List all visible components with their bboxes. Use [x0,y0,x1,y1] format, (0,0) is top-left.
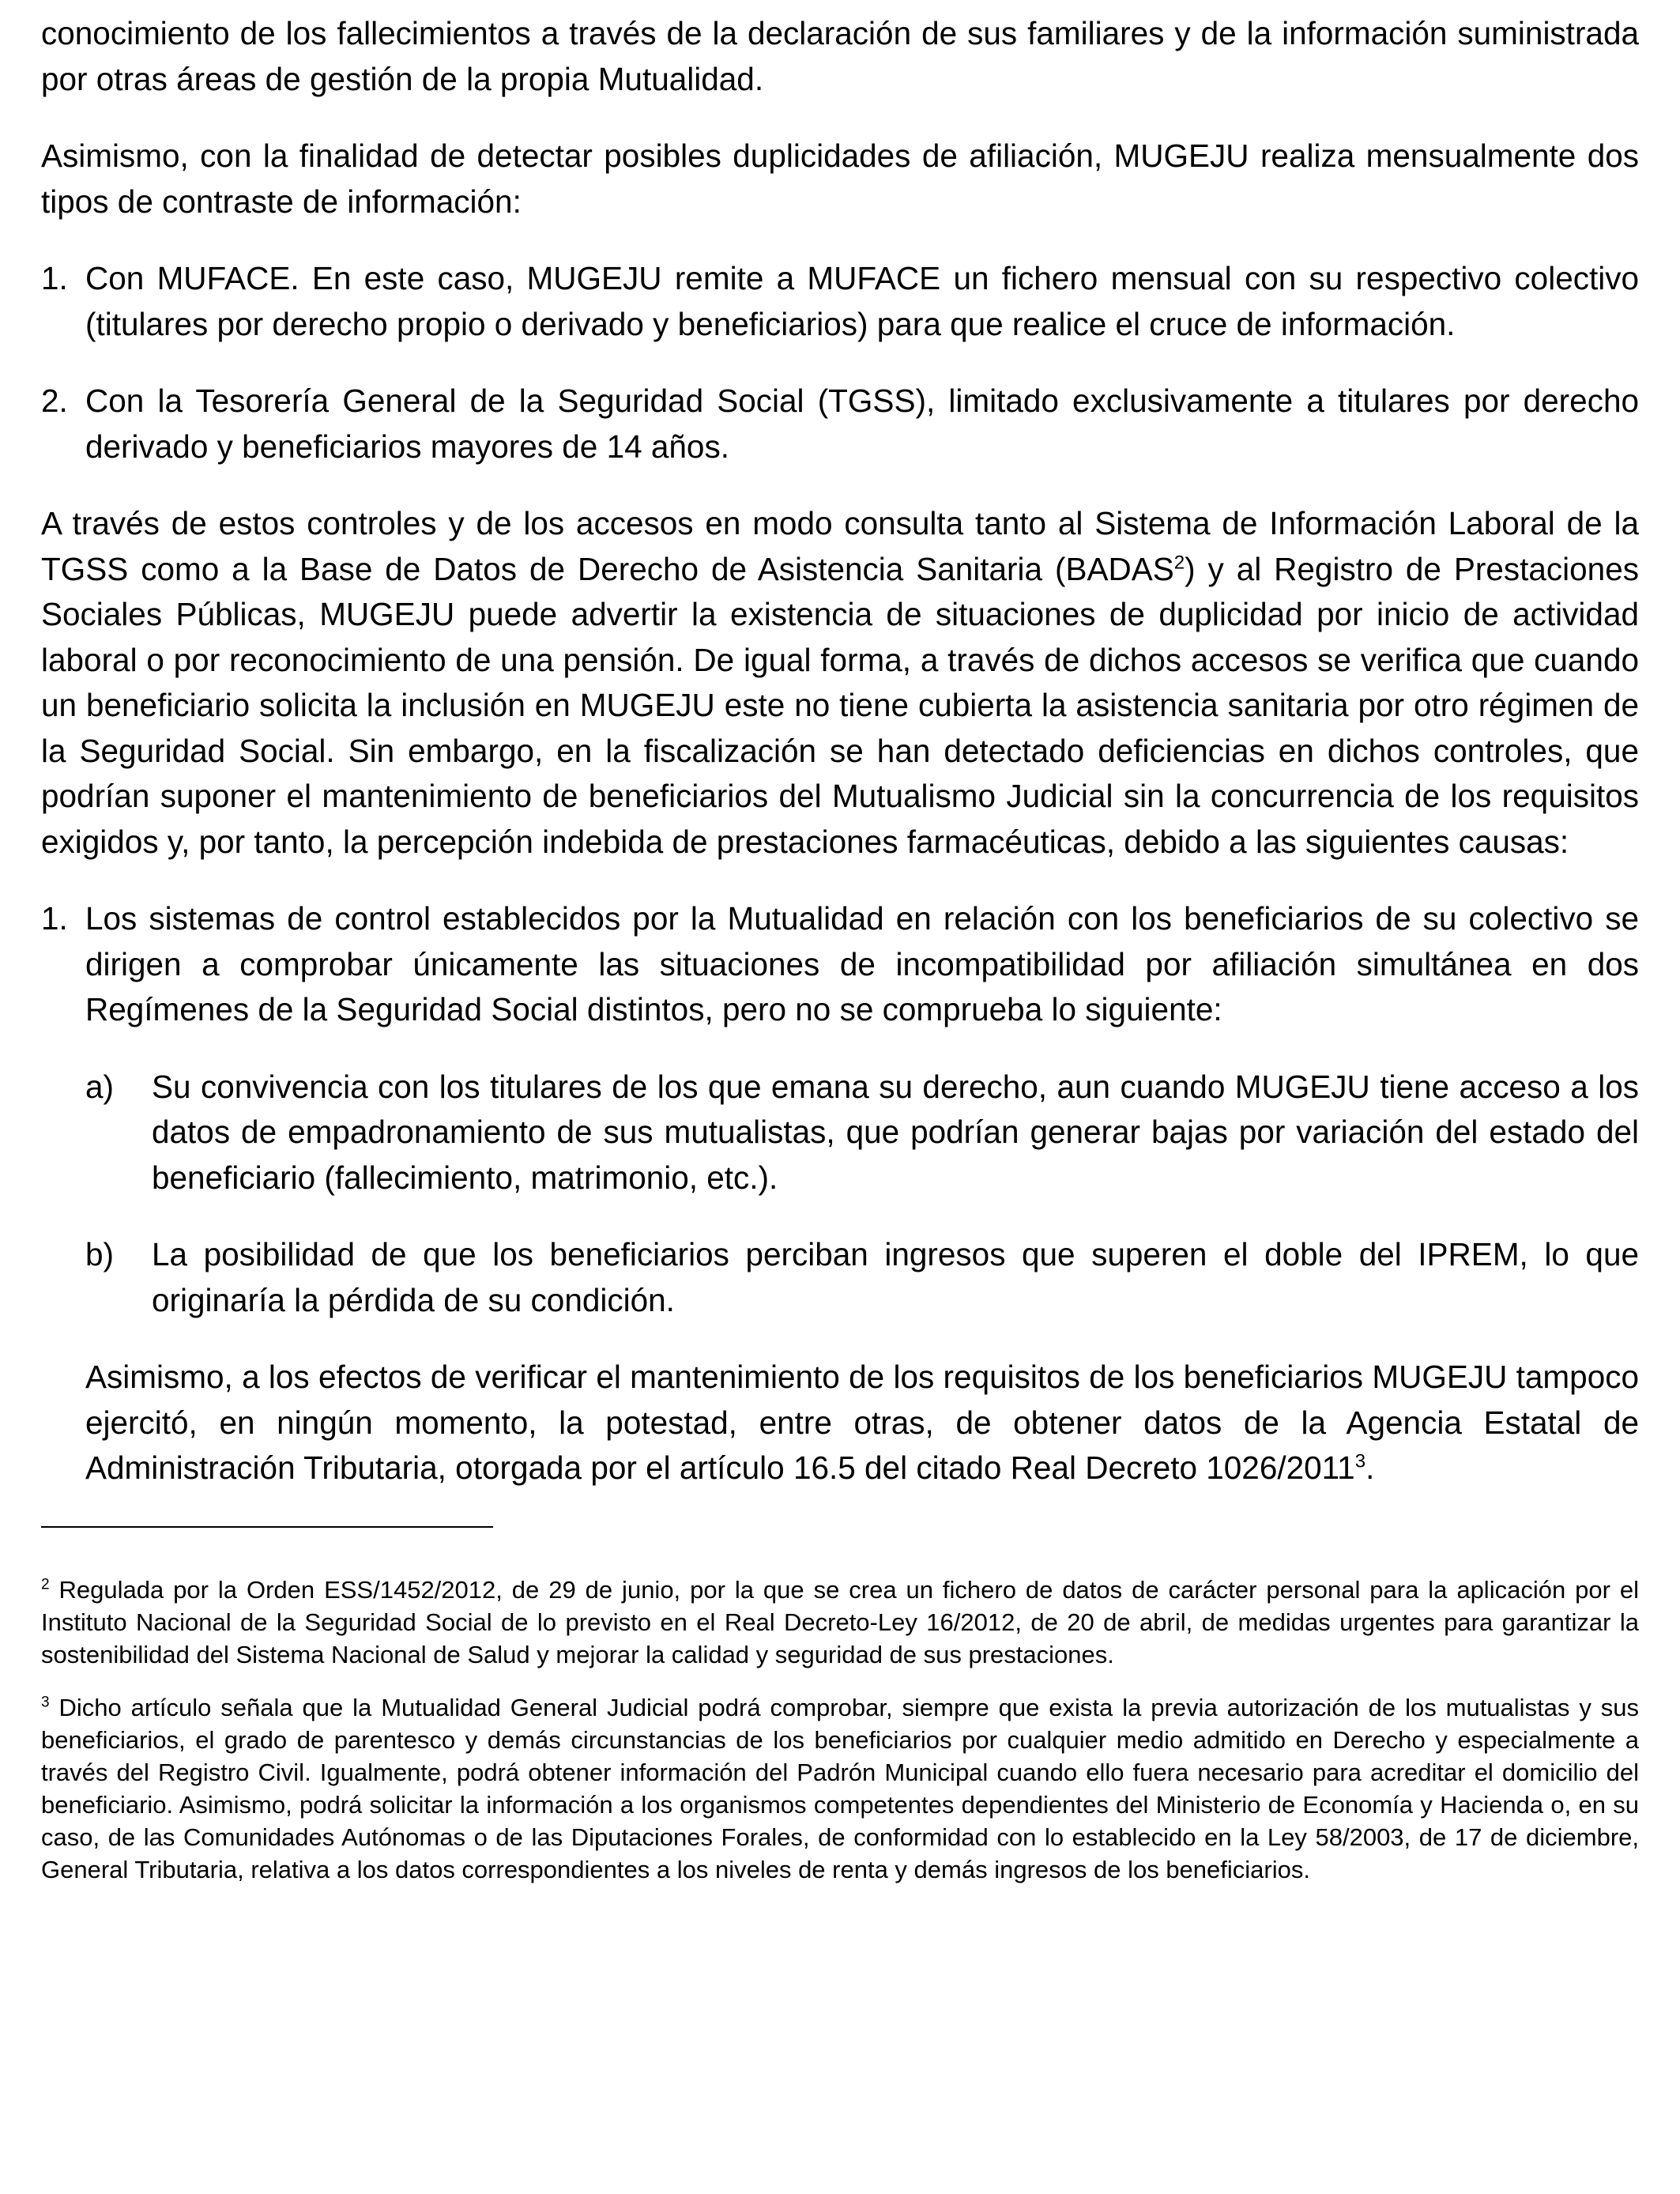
paragraph-intro: conocimiento de los fallecimientos a través de la declaración de sus familiares y de la información suministrada por otras áreas de gestión de la propia Mutualidad. [41,15,1639,97]
sub-item-letter: a) [85,1068,115,1105]
paragraph-text: Asimismo, a los efectos de verificar el mantenimiento de los requisitos de los beneficiarios MUGEJU tampoco ejercitó, en ningún momento, la potestad, entre otras, de obtener datos de la Agencia Estatal de Administración Tributaria, otorgada por el artículo 16.5 del citado Real Decreto 1026/2011 [85,1359,1639,1486]
footnote-separator [41,1526,493,1528]
list-item-text: Los sistemas de control establecidos por la Mutualidad en relación con los beneficiarios de su colectivo se dirigen a comprobar únicamente las situaciones de incompatibilidad por afiliación simultánea en dos Regímenes de la Seguridad Social distintos, pero no se comprueba lo siguiente: [85,900,1639,1027]
list-number: 2. [41,383,68,419]
list-item-muface [41,256,1639,347]
footnote-ref-2: 2 [1173,552,1185,573]
footnote-ref-3: 3 [1354,1450,1366,1472]
list-item-text: Con la Tesorería General de la Seguridad Social (TGSS), limitado exclusivamente a titulares por derecho derivado y beneficiarios mayores de 14 años. [85,383,1639,465]
paragraph-text: . [1365,1449,1375,1486]
footnote-text: Dicho artículo señala que la Mutualidad General Judicial podrá comprobar, siempre que exista la previa autorización de los mutualistas y sus beneficiarios, el grado de parentesco y demás circunstancias de los beneficiarios por cualquier medio admitido en Derecho y especialmente a través del Registro Civil. Igualmente, podrá obtener información del Padrón Municipal cuando ello fuera necesario para acreditar el domicilio del beneficiario. Asimismo, podrá solicitar la información a los organismos competentes dependientes del Ministerio de Economía y Hacienda o, en su caso, de las Comunidades Autónomas o de las Diputaciones Forales, de conformidad con lo establecido en la Ley 58/2003, de 17 de diciembre, General Tributaria, relativa a los datos correspondientes a los niveles de renta y demás ingresos de los beneficiarios. [41,1693,1639,1883]
sub-item-a [85,1065,1639,1201]
footnote-3 [41,1691,1639,1886]
paragraph-controls [41,501,1639,865]
footnote-mark: 3 [41,1694,50,1711]
sub-item-letter: b) [85,1236,115,1272]
sub-item-b [85,1232,1639,1323]
list-item-control-systems [41,896,1639,1033]
sub-item-text: La posibilidad de que los beneficiarios perciban ingresos que superen el doble del IPREM, lo que originaría la pérdida de su condición. [152,1236,1639,1318]
list-number: 1. [41,260,68,296]
paragraph-text: ) y al Registro de Prestaciones Sociales Públicas, MUGEJU puede advertir la existencia de situaciones de duplicidad por inicio de actividad laboral o por reconocimiento de una pensión. De igual forma, a través de dichos accesos se verifica que cuando un beneficiario solicita la inclusión en MUGEJU este no tiene cubierta la asistencia sanitaria por otro régimen de la Seguridad Social. Sin embargo, en la fiscalización se han detectado deficiencias en dichos controles, que podrían suponer el mantenimiento de beneficiarios del Mutualismo Judicial sin la concurrencia de los requisitos exigidos y, por tanto, la percepción indebida de prestaciones farmacéuticas, debido a las siguientes causas: [41,550,1639,860]
document-page [41,11,1639,1906]
paragraph-text: A través de estos controles y de los accesos en modo consulta tanto al Sistema de Información Laboral de la TGSS como a la Base de Datos de Derecho de Asistencia Sanitaria (BADAS [41,505,1639,587]
footnote-text: Regulada por la Orden ESS/1452/2012, de 29 de junio, por la que se crea un fichero de datos de carácter personal para la aplicación por el Instituto Nacional de la Seguridad Social de lo previsto en el Real Decreto-Ley 16/2012, de 20 de abril, de medidas urgentes para garantizar la sostenibilidad del Sistema Nacional de Salud y mejorar la calidad y seguridad de sus prestaciones. [41,1575,1639,1668]
list-number: 1. [41,900,68,937]
list-item-text: Con MUFACE. En este caso, MUGEJU remite a MUFACE un fichero mensual con su respectivo colectivo (titulares por derecho propio o derivado y beneficiarios) para que realice el cruce de información. [85,260,1639,342]
sub-item-text: Su convivencia con los titulares de los que emana su derecho, aun cuando MUGEJU tiene acceso a los datos de empadronamiento de sus mutualistas, que podrían generar bajas por variación del estado del beneficiario (fallecimiento, matrimonio, etc.). [152,1068,1639,1196]
footnote-mark: 2 [41,1576,50,1593]
paragraph-aeat [85,1355,1639,1491]
list-item-tgss [41,379,1639,469]
footnote-2 [41,1574,1639,1671]
paragraph-duplicity-checks: Asimismo, con la finalidad de detectar posibles duplicidades de afiliación, MUGEJU realiza mensualmente dos tipos de contraste de información: [41,138,1639,220]
